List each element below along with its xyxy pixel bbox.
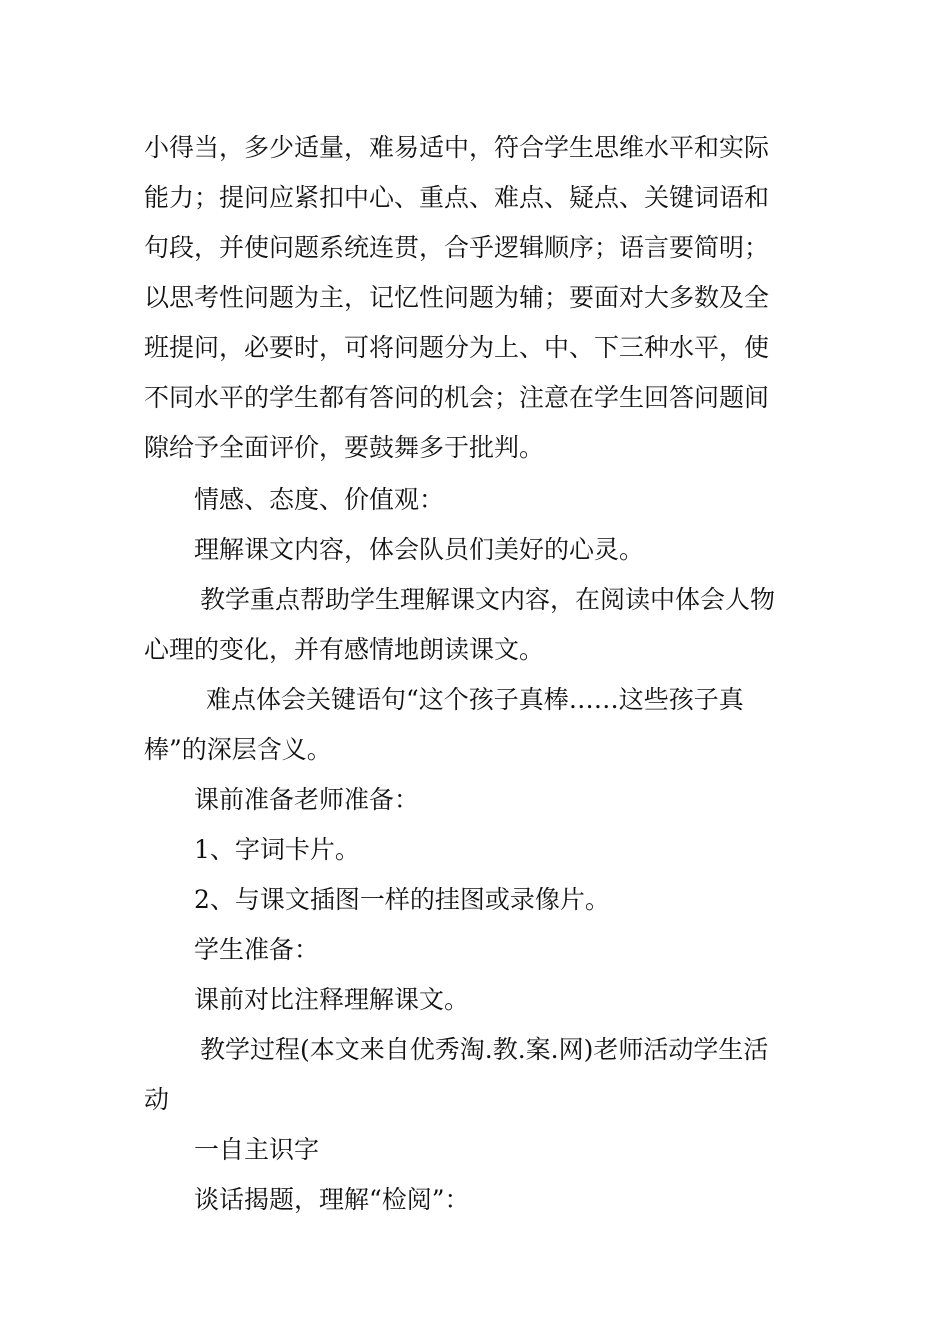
text-line: 不同水平的学生都有答问的机会；注意在学生回答问题间 (144, 383, 770, 412)
text-line: 教学过程(本文来自优秀淘.教.案.网)老师活动学生活 (200, 1035, 769, 1064)
section-heading: 课前准备老师准备： (194, 785, 420, 814)
list-item: 1、字词卡片。 (194, 835, 360, 864)
text-line: 隙给予全面评价，要鼓舞多于批判。 (144, 433, 545, 462)
text-line: 棒”的深层含义。 (144, 735, 332, 764)
section-heading: 一自主识字 (194, 1135, 320, 1164)
section-heading: 学生准备： (194, 935, 320, 964)
text-line: 动 (144, 1085, 170, 1114)
text-line: 句段，并使问题系统连贯，合乎逻辑顺序；语言要简明； (144, 233, 770, 262)
text-line: 班提问，必要时，可将问题分为上、中、下三种水平，使 (144, 333, 770, 362)
text-line: 教学重点帮助学生理解课文内容，在阅读中体会人物 (200, 585, 776, 614)
text-line: 理解课文内容，体会队员们美好的心灵。 (194, 535, 645, 564)
text-line: 谈话揭题，理解“检阅”： (194, 1185, 470, 1214)
text-line: 以思考性问题为主，记忆性问题为辅；要面对大多数及全 (144, 283, 770, 312)
text-line: 小得当，多少适量，难易适中，符合学生思维水平和实际 (144, 133, 770, 162)
text-line: 心理的变化，并有感情地朗读课文。 (144, 635, 545, 664)
section-heading: 情感、态度、价值观： (194, 485, 445, 514)
list-item: 2、与课文插图一样的挂图或录像片。 (194, 885, 610, 914)
text-line: 难点体会关键语句“这个孩子真棒……这些孩子真 (206, 685, 744, 714)
text-line: 课前对比注释理解课文。 (194, 985, 470, 1014)
text-line: 能力；提问应紧扣中心、重点、难点、疑点、关键词语和 (144, 183, 770, 212)
